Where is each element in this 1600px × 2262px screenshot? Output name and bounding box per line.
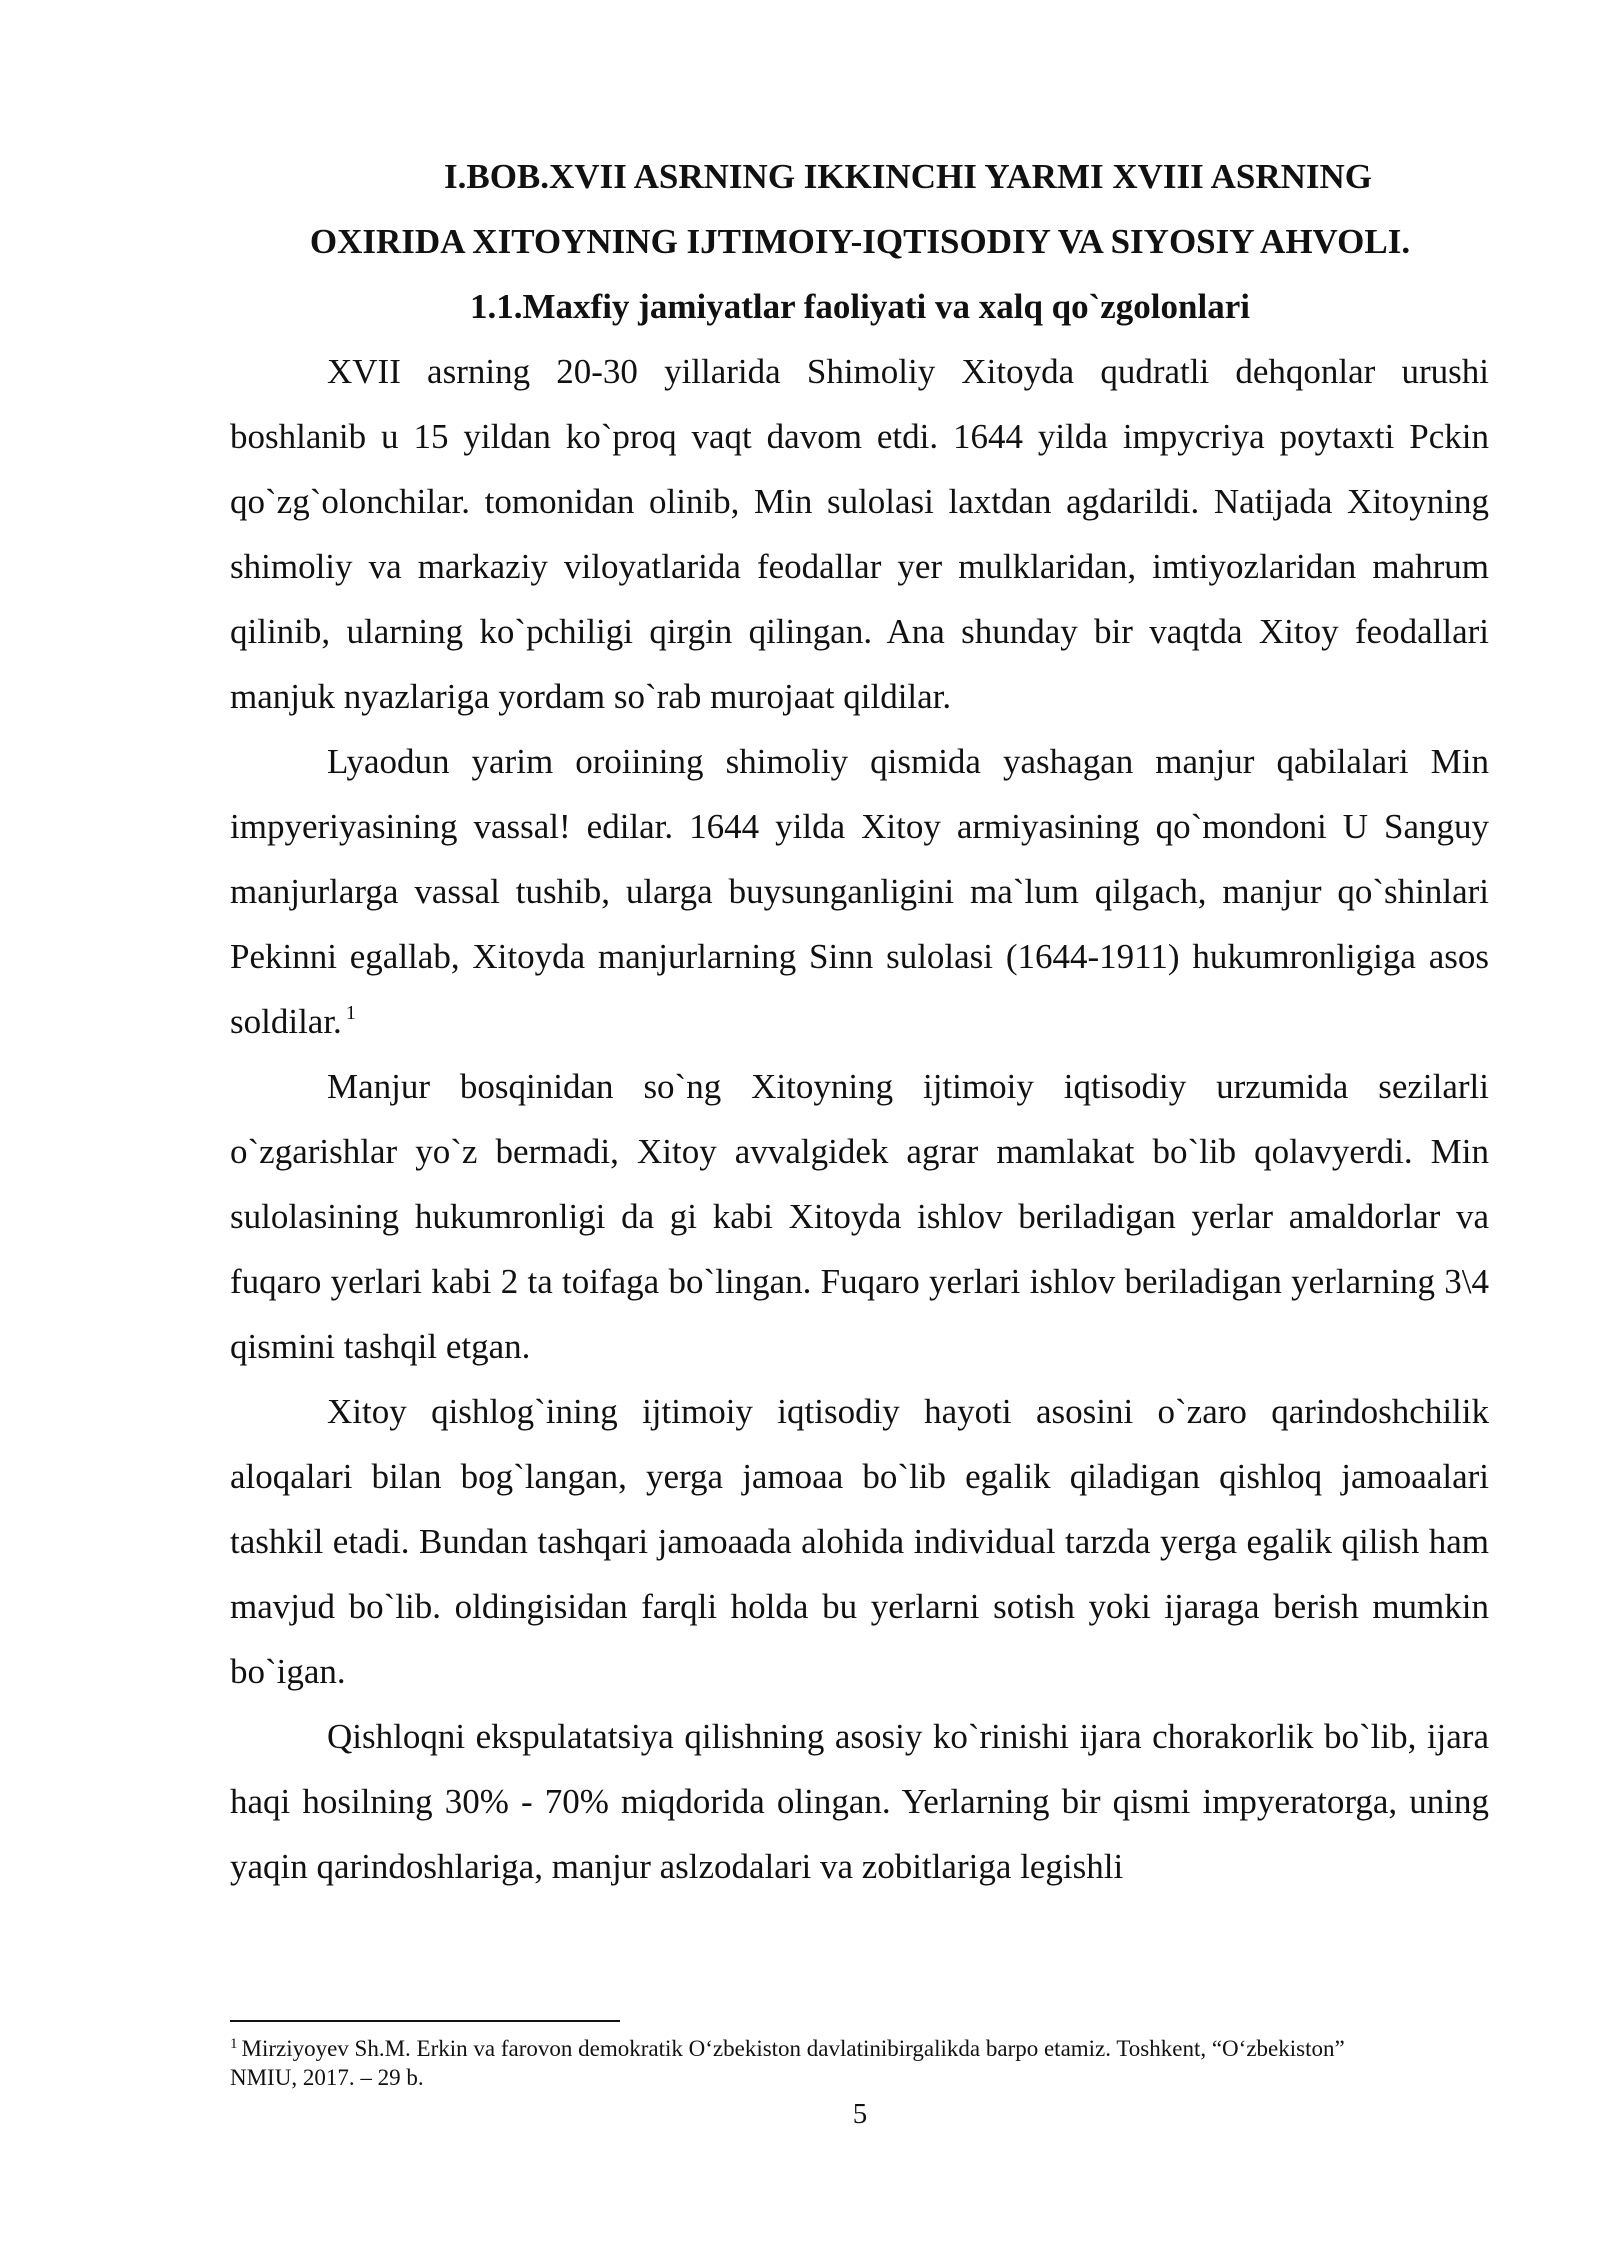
footnote-separator bbox=[230, 2020, 620, 2022]
body-text bbox=[230, 339, 1489, 1899]
chapter-title-line-2: OXIRIDA XITOYNING IJTIMOIY-IQTISODIY VA SIYOSIY AHVOLI. bbox=[309, 222, 1411, 261]
paragraph-with-footnote bbox=[230, 729, 1489, 1054]
chapter-title-line-1: I.BOB.XVII ASRNING IKKINCHI YARMI XVIII ASRNING bbox=[443, 157, 1372, 196]
footnote bbox=[230, 2034, 1380, 2092]
paragraph: Qishloqni ekspulatatsiya qilishning asosiy ko`rinishi ijara chorakorlik bo`lib, ijara haqi hosilning 30% - 70% miqdorida olingan. Yerlarning bir qismi impyeratorga, uning yaqin qarindoshlariga, manjur aslzodalari va zobitlariga legishli bbox=[230, 1717, 1489, 1886]
section-title: 1.1.Maxfiy jamiyatlar faoliyati va xalq qo`zgolonlari bbox=[470, 287, 1250, 326]
paragraph-text: Lyaodun yarim oroiining shimoliy qismida yashagan manjur qabilalari Min impyeriyasining vassal! edilar. 1644 yilda Xitoy armiyasining qo`mondoni U Sanguy manjurlarga vassal tushib, ularga buysunganligini ma`lum qilgach, manjur qo`shinlari Pekinni egallab, Xitoyda manjurlarning Sinn sulolasi (1644-1911) hukumronligiga asos soldilar. bbox=[230, 742, 1489, 1041]
footnote-text: Mirziyoyev Sh.M. Erkin va farovon demokratik O‘zbekiston davlatinibirgalikda barpo etamiz. Toshkent, “O‘zbekiston” NMIU, 2017. – 29 b. bbox=[230, 2036, 1345, 2090]
paragraph: Manjur bosqinidan so`ng Xitoyning ijtimoiy iqtisodiy urzumida sezilarli o`zgarishlar yo`z bermadi, Xitoy avvalgidek agrar mamlakat bo`lib qolavyerdi. Min sulolasining hukumronligi da gi kabi Xitoyda ishlov beriladigan yerlar amaldorlar va fuqaro yerlari kabi 2 ta toifaga bo`lingan. Fuqaro yerlari ishlov beriladigan yerlarning 3\4 qismini tashqil etgan. bbox=[230, 1067, 1489, 1366]
paragraph: Xitoy qishlog`ining ijtimoiy iqtisodiy hayoti asosini o`zaro qarindoshchilik aloqalari bilan bog`langan, yerga jamoaa bo`lib egalik qiladigan qishloq jamoaalari tashkil etadi. Bundan tashqari jamoaada alohida individual tarzda yerga egalik qilish ham mavjud bo`lib. oldingisidan farqli holda bu yerlarni sotish yoki ijaraga berish mumkin bo`igan. bbox=[230, 1392, 1489, 1691]
page-number: 5 bbox=[852, 2098, 868, 2130]
footnote-reference[interactable]: 1 bbox=[345, 1002, 356, 1024]
paragraph: XVII asrning 20-30 yillarida Shimoliy Xitoyda qudratli dehqonlar urushi boshlanib u 15 yildan ko`proq vaqt davom etdi. 1644 yilda impycriya poytaxti Pckin qo`zg`olonchilar. tomonidan olinib, Min sulolasi laxtdan agdarildi. Natijada Xitoyning shimoliy va markaziy viloyatlarida feodallar yer mulklaridan, imtiyozlaridan mahrum qilinib, ularning ko`pchiligi qirgin qilingan. Ana shunday bir vaqtda Xitoy feodallari manjuk nyazlariga yordam so`rab murojaat qildilar. bbox=[230, 352, 1489, 716]
footnote-marker: 1 bbox=[230, 2036, 238, 2052]
